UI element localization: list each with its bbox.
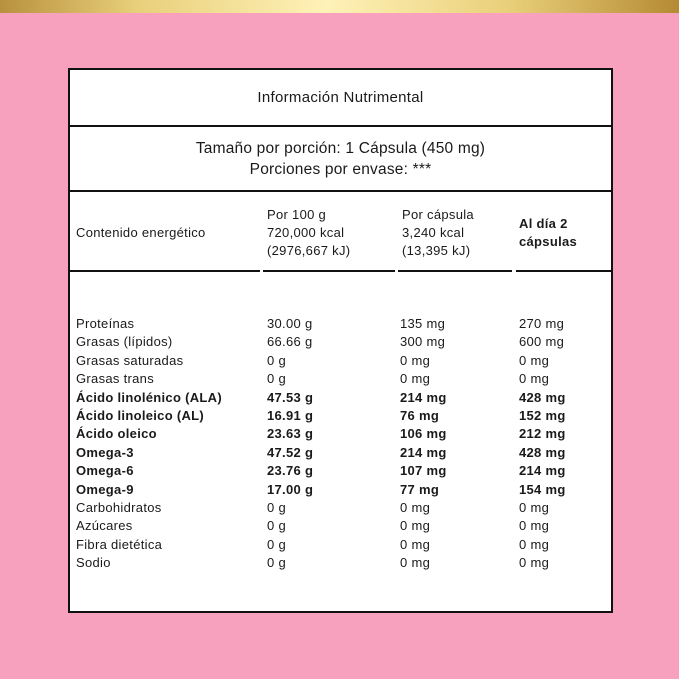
nutrient-row xyxy=(70,425,611,443)
value-per-100g: 0 g xyxy=(267,500,286,515)
value-per-capsule: 0 mg xyxy=(400,518,431,534)
value-per-capsule: 135 mg xyxy=(400,316,446,331)
nutrient-name: Carbohidratos xyxy=(76,500,162,515)
value-per-100g: 17.00 g xyxy=(267,481,314,497)
header-per-day-line1: Al día 2 xyxy=(519,216,568,231)
value-per-day: 270 mg xyxy=(519,316,565,331)
value-per-100g: 0 g xyxy=(267,518,286,534)
nutrient-name: Grasas trans xyxy=(76,371,155,387)
nutrient-row xyxy=(70,481,611,499)
nutrition-facts-panel xyxy=(68,68,613,613)
value-per-capsule: 77 mg xyxy=(400,481,440,497)
nutrient-row xyxy=(70,315,611,333)
value-per-capsule: 0 mg xyxy=(400,352,431,368)
column-header-row xyxy=(70,192,611,272)
nutrient-name: Sodio xyxy=(76,555,111,571)
header-per-capsule-label: Por cápsula xyxy=(402,207,474,222)
value-per-day: 0 mg xyxy=(519,500,550,515)
value-per-100g: 16.91 g xyxy=(267,408,314,423)
value-per-day: 214 mg xyxy=(519,463,566,479)
nutrient-name: Fibra dietética xyxy=(76,536,163,552)
nutrient-name: Grasas saturadas xyxy=(76,352,184,368)
value-per-100g: 23.63 g xyxy=(267,426,314,442)
value-per-capsule: 107 mg xyxy=(400,463,447,479)
value-per-100g: 0 g xyxy=(267,555,286,571)
header-per-capsule xyxy=(398,192,512,272)
header-underline xyxy=(263,270,395,272)
header-energy-content xyxy=(70,192,260,272)
nutrient-name: Omega-9 xyxy=(76,481,134,497)
nutrient-name: Omega-3 xyxy=(76,444,134,460)
value-per-capsule: 214 mg xyxy=(400,444,447,460)
value-per-day: 0 mg xyxy=(519,555,550,571)
value-per-100g: 30.00 g xyxy=(267,316,313,331)
nutrient-name: Ácido oleico xyxy=(76,426,157,442)
value-per-day: 428 mg xyxy=(519,444,566,460)
value-per-day: 428 mg xyxy=(519,389,566,405)
nutrient-row xyxy=(70,333,611,351)
value-per-100g: 0 g xyxy=(267,371,286,387)
nutrient-row xyxy=(70,352,611,370)
value-per-day: 152 mg xyxy=(519,408,566,423)
nutrient-row xyxy=(70,370,611,388)
value-per-100g: 0 g xyxy=(267,352,286,368)
header-per-100g-label: Por 100 g xyxy=(267,207,327,222)
value-per-capsule: 300 mg xyxy=(400,334,446,350)
value-per-100g: 47.53 g xyxy=(267,389,314,405)
nutrient-row xyxy=(70,517,611,535)
value-per-day: 0 mg xyxy=(519,352,550,368)
value-per-100g: 23.76 g xyxy=(267,463,314,479)
panel-title xyxy=(70,70,611,127)
value-per-capsule: 214 mg xyxy=(400,389,447,405)
header-per-day xyxy=(516,192,611,272)
serving-info xyxy=(70,127,611,192)
value-per-day: 0 mg xyxy=(519,371,550,387)
value-per-capsule: 0 mg xyxy=(400,555,431,571)
value-per-capsule: 76 mg xyxy=(400,408,440,423)
header-underline xyxy=(398,270,512,272)
nutrient-row xyxy=(70,407,611,425)
nutrient-name: Ácido linoleico (AL) xyxy=(76,408,205,423)
header-underline xyxy=(70,270,260,272)
value-per-capsule: 0 mg xyxy=(400,500,431,515)
nutrient-row xyxy=(70,389,611,407)
nutrient-name: Proteínas xyxy=(76,316,135,331)
value-per-day: 600 mg xyxy=(519,334,565,350)
value-per-capsule: 0 mg xyxy=(400,371,431,387)
nutrient-row xyxy=(70,499,611,517)
header-per-capsule-kj: (13,395 kJ) xyxy=(402,243,471,258)
header-per-capsule-kcal: 3,240 kcal xyxy=(402,225,465,240)
nutrient-row xyxy=(70,536,611,554)
header-per-100g-kcal: 720,000 kcal xyxy=(267,225,345,240)
nutrient-row xyxy=(70,462,611,480)
nutrient-row xyxy=(70,444,611,462)
servings-per-container: Porciones por envase: *** xyxy=(249,160,432,178)
value-per-day: 0 mg xyxy=(519,536,550,552)
value-per-100g: 66.66 g xyxy=(267,334,313,350)
nutrient-row xyxy=(70,554,611,572)
value-per-capsule: 106 mg xyxy=(400,426,447,442)
value-per-day: 212 mg xyxy=(519,426,566,442)
value-per-day: 0 mg xyxy=(519,518,550,534)
value-per-day: 154 mg xyxy=(519,481,566,497)
value-per-100g: 47.52 g xyxy=(267,444,314,460)
value-per-100g: 0 g xyxy=(267,536,286,552)
gold-top-band xyxy=(0,0,679,13)
header-per-100g-kj: (2976,667 kJ) xyxy=(267,243,351,258)
nutrient-name: Grasas (lípidos) xyxy=(76,334,173,350)
nutrient-name: Ácido linolénico (ALA) xyxy=(76,389,222,405)
title-text: Información Nutrimental xyxy=(257,89,424,106)
nutrient-name: Azúcares xyxy=(76,518,133,534)
header-per-day-line2: cápsulas xyxy=(519,234,578,249)
header-per-100g xyxy=(263,192,395,272)
header-energy-label: Contenido energético xyxy=(76,225,206,240)
header-underline xyxy=(516,270,611,272)
serving-size: Tamaño por porción: 1 Cápsula (450 mg) xyxy=(195,139,486,157)
nutrient-name: Omega-6 xyxy=(76,463,134,479)
value-per-capsule: 0 mg xyxy=(400,536,431,552)
